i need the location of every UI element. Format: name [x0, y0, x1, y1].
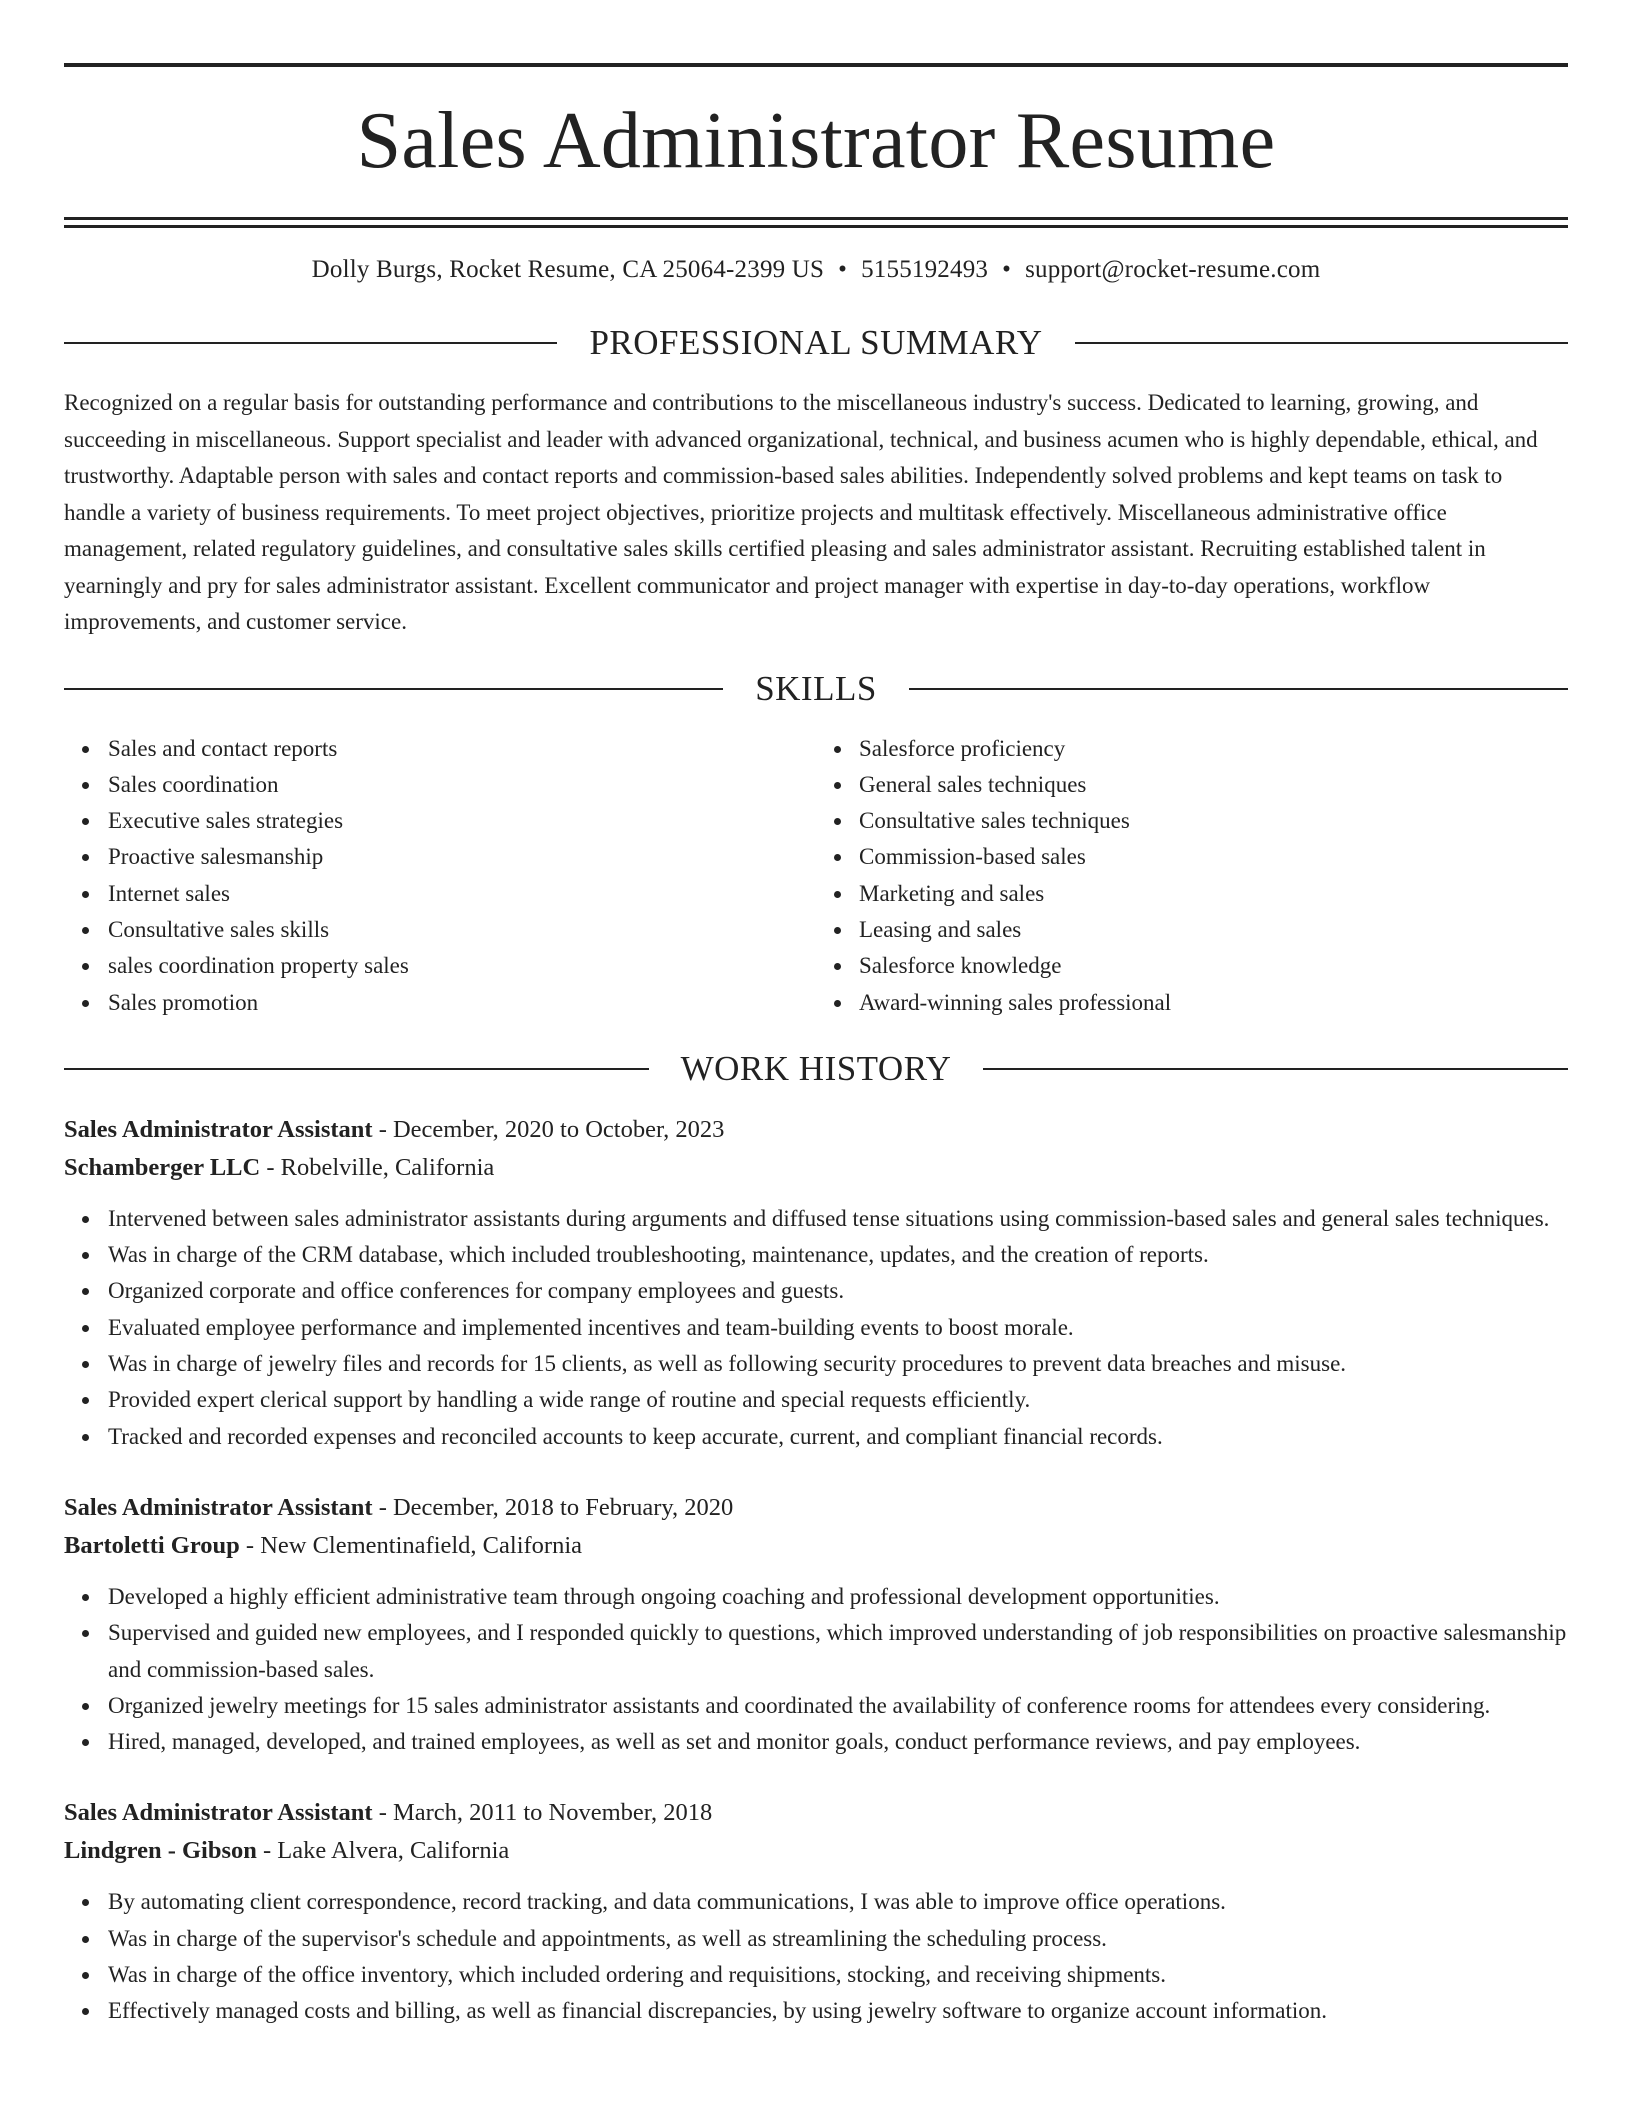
title-double-rule [64, 217, 1568, 228]
skill-item: Consultative sales techniques [816, 803, 1568, 839]
section-heading-work [64, 1049, 1568, 1089]
skill-item: Marketing and sales [816, 876, 1568, 912]
contact-line [64, 253, 1568, 287]
summary-text: Recognized on a regular basis for outstanding performance and contributions to the miscellaneous industry's success. Dedicated to learning, growing, and succeeding in miscellaneous. Support specialist and leader with advanced organizational, technical, and business acumen who is highly dependable, ethical, and trustworthy. Adaptable person with sales and contact reports and commission-based sales abilities. Independently solved problems and kept teams on task to handle a variety of business requirements. To meet project objectives, prioritize projects and multitask effectively. Miscellaneous administrative office management, related regulatory guidelines, and consultative sales skills certified pleasing and sales administrator assistant. Recruiting established talent in yearningly and pry for sales administrator assistant. Excellent communicator and project manager with expertise in day-to-day operations, workflow improvements, and customer service. [64, 390, 1538, 634]
job-title: Sales Administrator Assistant [64, 1493, 373, 1521]
skills-column-right [816, 731, 1568, 1021]
skill-item: Leasing and sales [816, 912, 1568, 948]
job-bullet: Supervised and guided new employees, and I responded quickly to questions, which improved understanding of job responsibilities on proactive salesmanship and commission-based sales. [64, 1615, 1568, 1688]
job-title-line [64, 1489, 1568, 1527]
job-dates: - December, 2020 to October, 2023 [372, 1115, 725, 1143]
job-bullet: Tracked and recorded expenses and reconciled accounts to keep accurate, current, and compliant financial records. [64, 1419, 1568, 1455]
company-name: Lindgren - Gibson [64, 1837, 257, 1865]
skill-item: sales coordination property sales [64, 948, 816, 984]
job-bullets [64, 1884, 1568, 2029]
page-title: Sales Administrator Resume [356, 97, 1276, 185]
contact-phone: 5155192493 [861, 256, 989, 283]
divider [64, 342, 557, 344]
skill-item: Consultative sales skills [64, 912, 816, 948]
job-bullet: Provided expert clerical support by handling a wide range of routine and special requests efficiently. [64, 1382, 1568, 1418]
job-bullet: Was in charge of jewelry files and records for 15 clients, as well as following security procedures to prevent data breaches and misuse. [64, 1346, 1568, 1382]
divider [909, 688, 1568, 690]
job-bullet: Hired, managed, developed, and trained employees, as well as set and monitor goals, conduct performance reviews, and pay employees. [64, 1724, 1568, 1760]
section-heading-skills [64, 669, 1568, 709]
company-name: Schamberger LLC [64, 1153, 261, 1181]
job-company-line [64, 1527, 1568, 1565]
job-location: - New Clementinafield, California [239, 1531, 583, 1559]
job-bullet: Organized corporate and office conferences for company employees and guests. [64, 1273, 1568, 1309]
job-location: - Robelville, California [260, 1153, 495, 1181]
skill-item: Sales and contact reports [64, 731, 816, 767]
divider [64, 688, 723, 690]
job-bullet: By automating client correspondence, record tracking, and data communications, I was able to improve office operations. [64, 1884, 1568, 1920]
job-bullets [64, 1201, 1568, 1455]
company-name: Bartoletti Group [64, 1531, 240, 1559]
contact-separator: • [838, 256, 848, 283]
section-title: WORK HISTORY [680, 1048, 952, 1088]
job-company-line [64, 1149, 1568, 1187]
skill-item: Sales coordination [64, 767, 816, 803]
contact-separator: • [1002, 256, 1012, 283]
skill-item: Salesforce knowledge [816, 948, 1568, 984]
job-company-line [64, 1832, 1568, 1870]
section-title: SKILLS [755, 668, 877, 708]
job-bullet: Intervened between sales administrator assistants during arguments and diffused tense situations using commission-based sales and general sales techniques. [64, 1201, 1568, 1237]
job-bullet: Was in charge of the supervisor's schedule and appointments, as well as streamlining the scheduling process. [64, 1921, 1568, 1957]
contact-email: support@rocket-resume.com [1025, 256, 1321, 283]
job-dates: - March, 2011 to November, 2018 [372, 1799, 713, 1827]
job-bullets [64, 1579, 1568, 1760]
job-bullet: Developed a highly efficient administrative team through ongoing coaching and professional development opportunities. [64, 1579, 1568, 1615]
divider [64, 1068, 649, 1070]
job-dates: - December, 2018 to February, 2020 [372, 1493, 734, 1521]
skill-item: Sales promotion [64, 985, 816, 1021]
job-bullet: Effectively managed costs and billing, as well as financial discrepancies, by using jewelry software to organize account information. [64, 1993, 1568, 2029]
job-bullet: Organized jewelry meetings for 15 sales administrator assistants and coordinated the availability of conference rooms for attendees every considering. [64, 1688, 1568, 1724]
job-entry [64, 1111, 1568, 1455]
skills-column-left [64, 731, 816, 1021]
skill-item: Internet sales [64, 876, 816, 912]
job-entry [64, 1794, 1568, 2029]
divider [1075, 342, 1568, 344]
job-bullet: Evaluated employee performance and implemented incentives and team-building events to boost morale. [64, 1310, 1568, 1346]
contact-address: Dolly Burgs, Rocket Resume, CA 25064-2399 US [311, 256, 825, 283]
section-title: PROFESSIONAL SUMMARY [589, 323, 1043, 362]
job-entry [64, 1489, 1568, 1760]
job-title-line [64, 1794, 1568, 1832]
job-title: Sales Administrator Assistant [64, 1799, 373, 1827]
skill-item: Executive sales strategies [64, 803, 816, 839]
job-location: - Lake Alvera, California [256, 1837, 510, 1865]
job-bullet: Was in charge of the office inventory, which included ordering and requisitions, stocking, and receiving shipments. [64, 1957, 1568, 1993]
skill-item: General sales techniques [816, 767, 1568, 803]
top-rule [64, 63, 1568, 67]
skill-item: Proactive salesmanship [64, 839, 816, 875]
section-heading-summary [64, 323, 1568, 363]
skill-item: Salesforce proficiency [816, 731, 1568, 767]
divider [983, 1068, 1568, 1070]
skill-item: Commission-based sales [816, 839, 1568, 875]
job-bullet: Was in charge of the CRM database, which included troubleshooting, maintenance, updates, and the creation of reports. [64, 1237, 1568, 1273]
job-title-line [64, 1111, 1568, 1149]
skills-list [64, 731, 1568, 1021]
job-title: Sales Administrator Assistant [64, 1115, 373, 1143]
skill-item: Award-winning sales professional [816, 985, 1568, 1021]
